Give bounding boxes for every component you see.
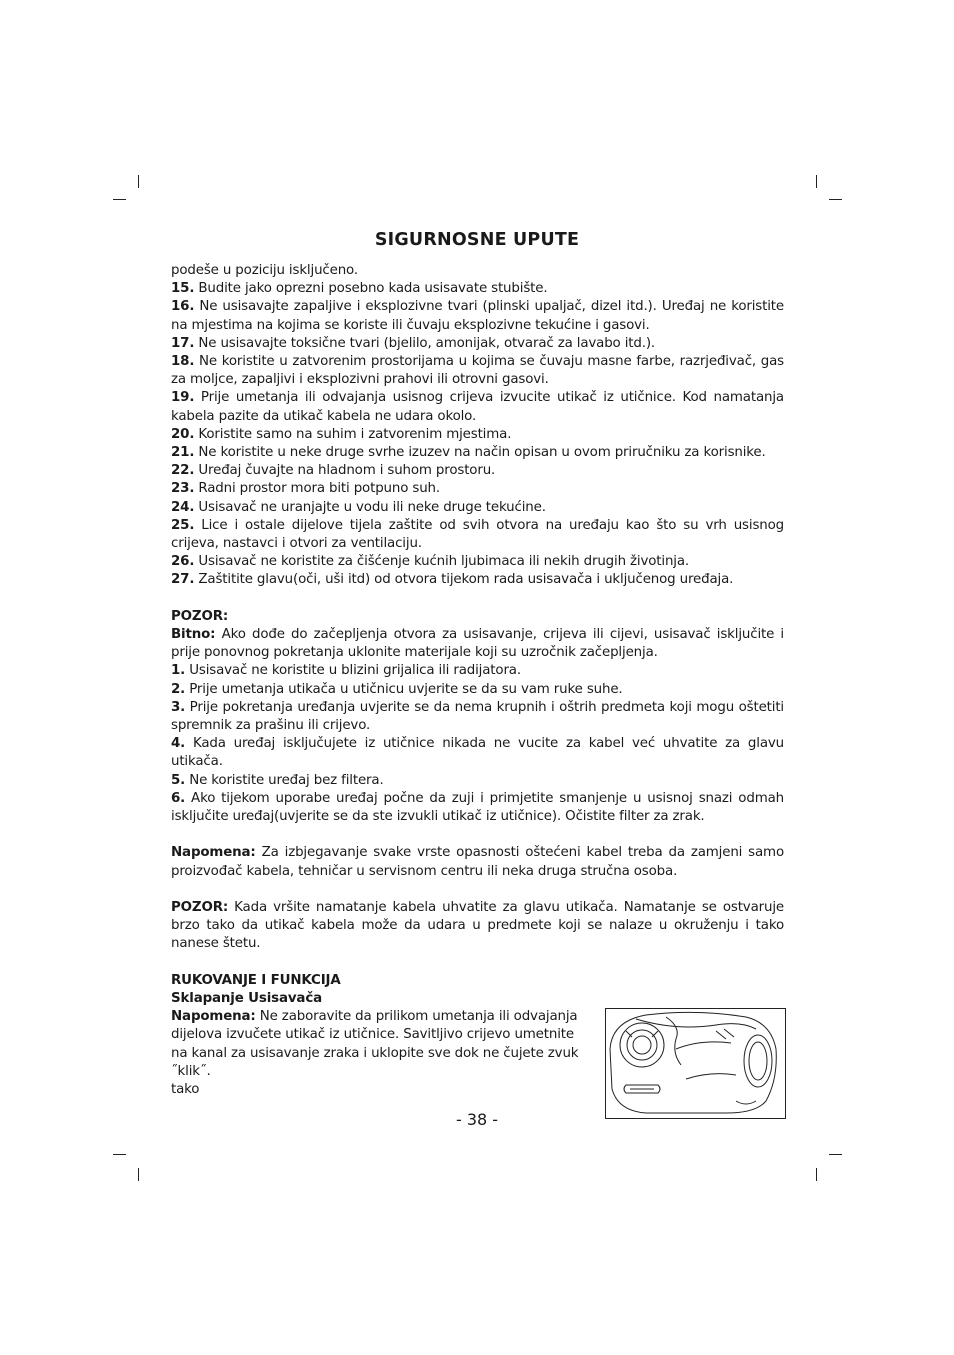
list-item (171, 335, 784, 353)
list-item (171, 389, 784, 425)
item-text: Ne koristite u zatvorenim prostorijama u kojima se čuvaju masne farbe, razrjeđivač, gas za moljce, zapaljivi i eksplozivni prahovi ili otrovni gasovi. (171, 354, 784, 388)
item-text: Ne koristite uređaj bez filtera. (185, 772, 384, 788)
item-text: Koristite samo na suhim i zatvorenim mjestima. (194, 426, 512, 442)
item-text: Kada uređaj isključujete iz utičnice nikada ne vucite za kabel već uhvatite za glavu utikača. (171, 736, 784, 770)
list-item (171, 480, 784, 498)
item-text: Uređaj čuvajte na hladnom i suhom prostoru. (194, 463, 496, 479)
item-text: Ne usisavajte toksične tvari (bjelilo, amonijak, otvarač za lavabo itd.). (194, 335, 656, 351)
item-number: 17. (171, 335, 195, 351)
section-subheading: Sklapanje Usisavača (171, 991, 322, 1007)
item-text: Prije umetanja ili odvajanja usisnog crijeva izvucite utikač iz utičnice. Kod namatanja kabela pazite da utikač kabela ne udara okolo. (171, 390, 784, 424)
item-number: 20. (171, 426, 195, 442)
item-text: Usisavač ne koristite u blizini grijalica ili radijatora. (185, 663, 521, 679)
napomena-text: Ne zaboravite da prilikom umetanja ili odvajanja dijelova izvučete utikač iz utičnice. Savitljivo crijevo umetnite na kanal za usisavanje zraka i uklopite sve dok ne čujete zvuk ˝klik˝. (171, 1009, 579, 1079)
list-item (171, 517, 784, 553)
item-number: 26. (171, 554, 195, 570)
intro-text: podeše u poziciju isključeno. (171, 263, 358, 278)
list-item (171, 553, 784, 571)
item-number: 21. (171, 445, 195, 461)
page-number: - 38 - (455, 1110, 499, 1129)
item-number: 5. (171, 772, 186, 788)
item-number: 15. (171, 281, 195, 297)
napomena-label: Napomena: (171, 1009, 256, 1025)
bitno-text: Ako dođe do začepljenja otvora za usisavanje, crijeva ili cijevi, usisavač isključite i prije ponovnog pokretanja uklonite materijale koji su uzročnik začepljenja. (171, 627, 784, 661)
item-number: 18. (171, 354, 195, 370)
crop-mark (113, 1154, 126, 1155)
crop-mark (816, 175, 817, 188)
bitno-paragraph (171, 626, 784, 662)
list-item (171, 444, 784, 462)
item-text: Budite jako oprezni posebno kada usisavate stubište. (194, 281, 548, 297)
item-text: Ne usisavajte zapaljive i eksplozivne tvari (plinski upaljač, dizel itd.). Uređaj ne koristite na mjestima na kojima se koriste ili čuvaju eksplozivne tekućine i gasovi. (171, 299, 784, 333)
item-number: 1. (171, 663, 186, 679)
item-number: 22. (171, 463, 195, 479)
list-item (171, 280, 784, 298)
crop-mark (829, 199, 842, 200)
crop-mark (816, 1168, 817, 1181)
napomena-label: Napomena: (171, 845, 256, 861)
list-item (171, 735, 784, 771)
napomena-paragraph (171, 844, 784, 880)
item-number: 23. (171, 481, 195, 497)
item-text: Usisavač ne uranjajte u vodu ili neke druge tekućine. (194, 499, 546, 515)
item-number: 16. (171, 299, 195, 315)
item-number: 19. (171, 390, 195, 406)
item-text: Prije pokretanja uređanja uvjerite se da nema krupnih i oštrih predmeta koji mogu oštetiti spremnik za prašinu ili crijevo. (171, 699, 784, 734)
pozor-text: Kada vršite namatanje kabela uhvatite za glavu utikača. Namatanje se ostvaruje brzo tako da utikač kabela može da udara u predmete koji se nalaze u okruženju i tako nanese štetu. (171, 900, 784, 952)
napomena-text: Za izbjegavanje svake vrste opasnosti oštećeni kabel treba da zamjeni samo proizvođač kabela, tehničar u servisnom centru ili neka druga stručna osoba. (171, 845, 784, 879)
item-number: 24. (171, 499, 195, 515)
crop-mark (138, 1168, 139, 1181)
section-heading: RUKOVANJE I FUNKCIJA (171, 972, 341, 988)
bitno-label: Bitno: (171, 627, 216, 643)
crop-mark (138, 175, 139, 188)
item-number: 3. (171, 699, 186, 715)
list-item (171, 426, 784, 444)
item-text: Zaštitite glavu(oči, uši itd) od otvora tijekom rada usisavača i uključenog uređaja. (194, 572, 734, 588)
item-number: 2. (171, 681, 186, 697)
item-text: Ne koristite u neke druge svrhe izuzev na način opisan u ovom priručniku za korisnike. (194, 445, 766, 461)
assembly-block (171, 1008, 784, 1099)
vacuum-cleaner-icon (606, 1009, 785, 1118)
list-item (171, 499, 784, 517)
item-number: 25. (171, 517, 195, 533)
item-text: Prije umetanja utikača u utičnicu uvjerite se da su vam ruke suhe. (185, 681, 623, 697)
item-text: Lice i ostale dijelove tijela zaštite od svih otvora na uređaju kao što su vrh usisnog crijeva, nastavci i otvori za ventilaciju. (171, 517, 784, 552)
list-item (171, 571, 784, 589)
page-content (171, 262, 784, 1099)
page-title: SIGURNOSNE UPUTE (374, 230, 580, 250)
list-item (171, 662, 784, 680)
list-item (171, 772, 784, 790)
pozor-heading: POZOR: (171, 608, 229, 624)
vacuum-cleaner-illustration (605, 1008, 786, 1119)
list-item (171, 681, 784, 699)
crop-mark (113, 199, 126, 200)
item-text: Ako tijekom uporabe uređaj počne da zuji i primjetite smanjenje u usisnoj snazi odmah isključite uređaj(uvjerite se da ste izvukli utikač iz utičnice). Očistite filter za zrak. (171, 790, 784, 825)
item-text: Usisavač ne koristite za čišćenje kućnih ljubimaca ili nekih drugih životinja. (194, 554, 690, 570)
list-item (171, 462, 784, 480)
list-item (171, 353, 784, 389)
pozor-paragraph (171, 899, 784, 954)
item-text: Radni prostor mora biti potpuno suh. (194, 481, 440, 497)
item-number: 27. (171, 572, 195, 588)
item-number: 4. (171, 736, 186, 752)
item-number: 6. (171, 790, 186, 806)
list-item (171, 790, 784, 826)
pozor-label: POZOR: (171, 900, 229, 916)
crop-mark (829, 1154, 842, 1155)
list-item (171, 298, 784, 334)
list-item (171, 699, 784, 735)
tail-text: tako (171, 1082, 200, 1098)
napomena-paragraph (171, 1008, 593, 1081)
